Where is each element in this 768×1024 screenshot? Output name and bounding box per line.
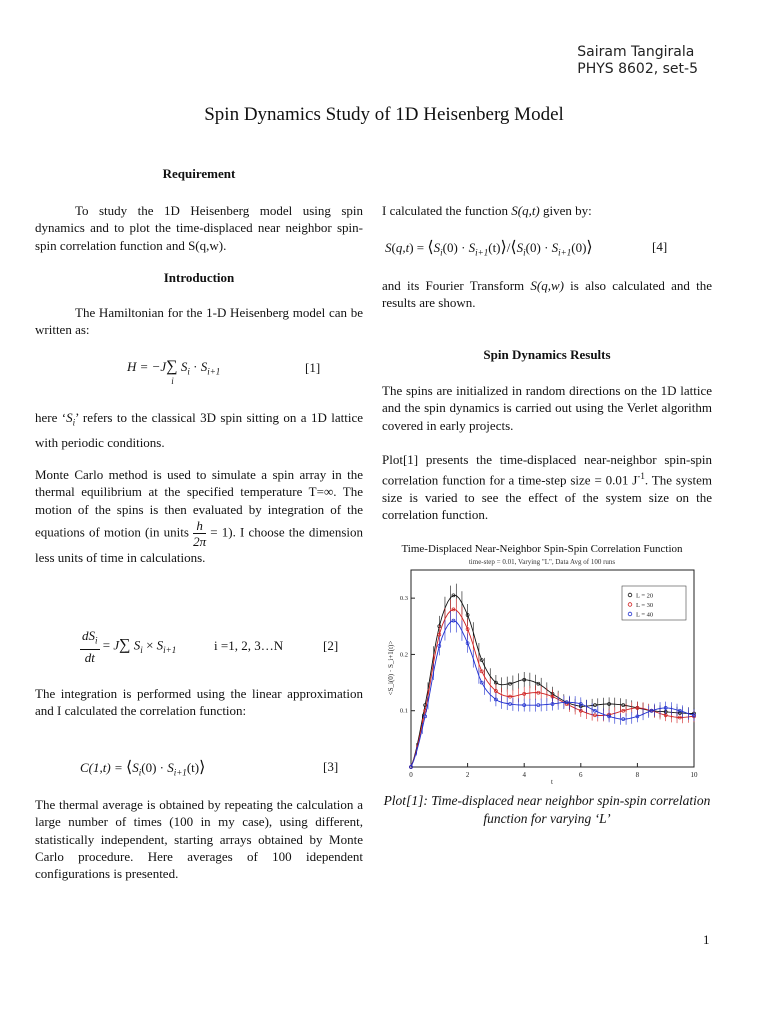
eq1-tag: [1] [305, 360, 321, 375]
equation-4: $S(q,t) = ⟨S_i(0)$ · $S_{i+1}(t)⟩/⟨S_i(0)$ · $S_{i+1}(0)⟩$ [385, 239, 593, 258]
chart-subtitle: time-step = 0.01, Varying "L", Data Avg of 100 runs [468, 558, 616, 566]
x-tick-label: 8 [635, 771, 640, 779]
x-axis-label: t [551, 778, 553, 786]
integration-text: The integration is performed using the linear approximation and I calculated the correlation function: [35, 686, 363, 719]
chart-background [382, 535, 712, 787]
monte-carlo-text [35, 466, 363, 566]
plot-description [382, 451, 712, 524]
fourier-fn: S(q,w) [530, 278, 564, 293]
eq2-tag: [2] [323, 638, 339, 653]
fourier-text [382, 277, 712, 312]
course-code: PHYS 8602, set-5 [577, 61, 698, 77]
here-text: here ‘$S_i$’ refers to the classical 3D spin sitting on a 1D lattice with periodic conditions. [35, 410, 363, 450]
requirement-heading: Requirement [162, 166, 236, 181]
equation-1: H = −J∑ i $S_i \cdot S_{i+1}$ [127, 358, 221, 386]
legend-label: L = 40 [636, 611, 654, 619]
eq1-sum: ∑ [166, 358, 178, 375]
eq1-sum-index: i [171, 376, 174, 386]
eq1-s1: S [180, 359, 188, 374]
equation-3: $C(1,t) = ⟨S_i(0)$ · $S_{i+1}(t)⟩$ [80, 759, 206, 778]
mc-text-a: Monte Carlo method is used to simulate a spin array in the thermal equilibrium at the specified temperature T=∞. The motion of the spins is then evaluated by integration of the equations of motion (in units [35, 467, 363, 540]
introduction-heading: Introduction [163, 270, 235, 285]
h-over-2pi [193, 518, 206, 549]
calc-text-b: given by: [539, 203, 592, 218]
calc-text-a: I calculated the function [382, 203, 512, 218]
thermal-text: The thermal average is obtained by repeating the calculation a large number of times (100 in my case), using different, statistically independent, starting arrays obtained by Monte Carlo procedure. Here averages of 100 idependent configurations is presented. [35, 797, 363, 882]
page-number: 1 [703, 932, 710, 947]
header-block [577, 44, 698, 78]
here-text-a: here ‘ [35, 410, 67, 425]
plot-text-b: . The system size is varied to see the effect of the system size on the correlation function. [382, 472, 712, 523]
here-text-b: ’ refers to the classical 3D spin sitting on a 1D lattice with periodic conditions. [35, 410, 363, 450]
frac-num: h [193, 518, 206, 534]
plot-text-a: Plot[1] presents the time-displaced near-neighbor spin-spin correlation function for a time-step size = 0.01 J [382, 452, 712, 488]
eq1-lhs: H = −J [127, 359, 167, 374]
x-tick-label: 4 [522, 771, 526, 779]
calc-text [382, 202, 712, 219]
eq4-tag: [4] [652, 239, 668, 254]
eq3-tag: [3] [323, 759, 339, 774]
eq2-range: i =1, 2, 3…N [214, 638, 284, 653]
x-tick-label: 6 [579, 771, 583, 779]
fourier-text-b: is also calculated and the results are shown. [382, 278, 713, 311]
x-tick-label: 0 [409, 771, 413, 779]
fourier-text-a: and its Fourier Transform [382, 278, 531, 293]
chart-title: Time-Displaced Near-Neighbor Spin-Spin Correlation Function [401, 543, 683, 555]
y-tick-label: 0.3 [399, 595, 408, 603]
x-tick-label: 10 [690, 771, 698, 779]
equation-2: $\frac{dS_i}{dt}$ = J∑ $S_i \times S_{i+1}$ [82, 628, 177, 665]
y-axis-label: <S_i(0) · S_i+1(t)> [387, 640, 395, 696]
results-heading: Spin Dynamics Results [483, 347, 611, 362]
page-title: Spin Dynamics Study of 1D Heisenberg Model [204, 104, 564, 125]
eq3-lhs: C(1,t) = [80, 760, 123, 775]
calc-text-fn: S(q,t) [511, 203, 540, 218]
intro-text: The Hamiltonian for the 1-D Heisenberg model can be written as: [35, 305, 363, 338]
x-tick-label: 2 [465, 771, 470, 779]
plot-text-sup: -1 [637, 471, 645, 482]
frac-den: 2π [193, 533, 207, 549]
correlation-chart [382, 535, 712, 787]
requirement-text: To study the 1D Heisenberg model using spin dynamics and to plot the time-displaced near neighbor spin-spin correlation function and S(q,w). [35, 203, 363, 253]
figure-caption: Plot[1]: Time-displaced near neighbor spin-spin correlation function for varying ‘L’ [383, 793, 711, 826]
eq1-s2: S [200, 359, 208, 374]
y-tick-label: 0.1 [399, 707, 408, 715]
legend-label: L = 20 [636, 592, 654, 600]
legend-label: L = 30 [636, 601, 654, 609]
mc-text-b: = 1). I choose the dimension less units of time in calculations. [35, 524, 364, 565]
y-tick-label: 0.2 [399, 651, 408, 659]
spins-text: The spins are initialized in random directions on the 1D lattice and the spin dynamics is carried out using the Verlet algorithm covered in early projects. [382, 383, 712, 433]
author-name: Sairam Tangirala [577, 44, 695, 60]
